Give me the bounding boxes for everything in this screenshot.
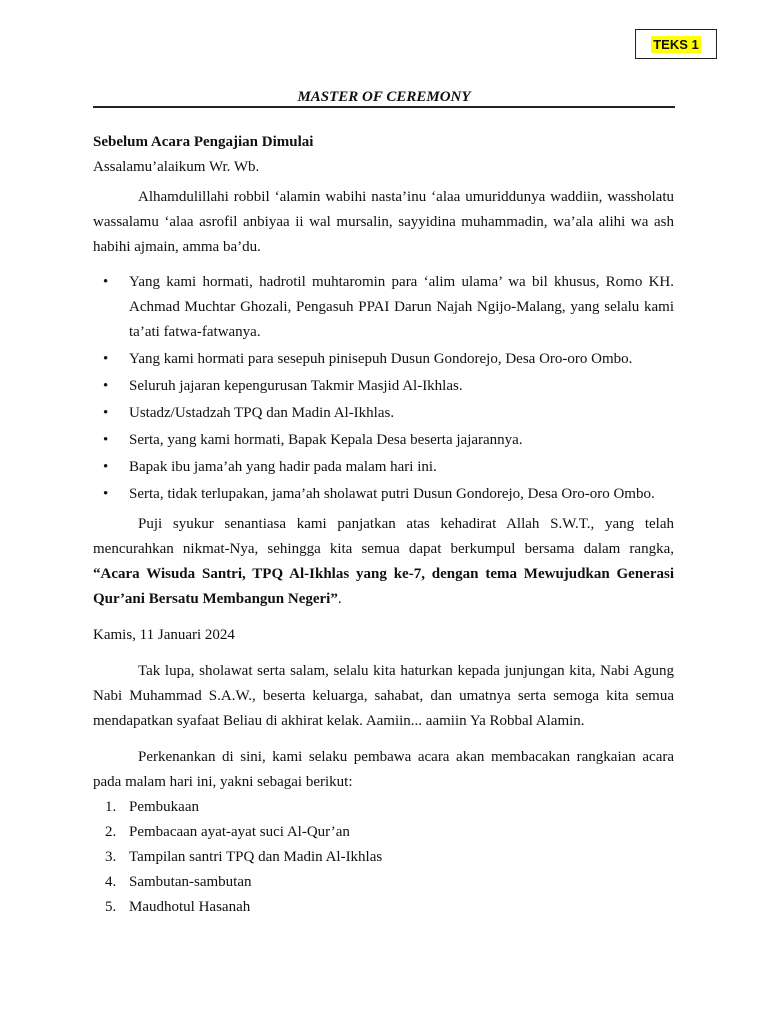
event-name: “Acara Wisuda Santri, TPQ Al-Ikhlas yang ke-7, dengan tema Mewujudkan Generasi Qur’ani Bersatu Membangun Negeri” — [93, 566, 674, 607]
list-text: Pembukaan — [129, 799, 199, 815]
list-number: 1. — [105, 799, 117, 815]
sholawat-paragraph: Tak lupa, sholawat serta salam, selalu kita haturkan kepada junjungan kita, Nabi Agung Nabi Muhammad S.A.W., beserta keluarga, sahabat, dan umatnya serta semoga kita semua mendapatkan syafaat Beliau di akhirat kelak. Aamiin... aamiin Ya Robbal Alamin. — [93, 663, 674, 729]
list-item — [93, 795, 674, 820]
agenda-intro-paragraph: Perkenankan di sini, kami selaku pembawa acara akan membacakan rangkaian acara pada malam hari ini, yakni sebagai berikut: — [93, 749, 674, 790]
document-label-box — [635, 29, 717, 59]
list-number: 2. — [105, 824, 117, 840]
list-item — [93, 820, 674, 845]
list-item: • Serta, tidak terlupakan, jama’ah sholawat putri Dusun Gondorejo, Desa Oro-oro Ombo. — [93, 482, 674, 507]
document-body — [93, 130, 674, 920]
list-number: 5. — [105, 899, 117, 915]
list-item: • Yang kami hormati, hadrotil muhtaromin para ‘alim ulama’ wa bil khusus, Romo KH. Achmad Muchtar Ghozali, Pengasuh PPAI Darun Najah Ngijo-Malang, yang selalu kami ta’ati fatwa-fatwanya. — [93, 270, 674, 345]
page-title: MASTER OF CEREMONY — [297, 89, 471, 105]
list-item: • Ustadz/Ustadzah TPQ dan Madin Al-Ikhlas. — [93, 401, 674, 426]
list-text: Sambutan-sambutan — [129, 874, 252, 890]
list-text: Maudhotul Hasanah — [129, 899, 251, 915]
honorifics-list — [93, 270, 674, 507]
list-item: • Yang kami hormati para sesepuh pinisepuh Dusun Gondorejo, Desa Oro-oro Ombo. — [93, 347, 674, 372]
document-label: TEKS 1 — [653, 36, 699, 52]
gratitude-paragraph — [93, 512, 674, 612]
greeting: Assalamu’alaikum Wr. Wb. — [93, 159, 260, 175]
gratitude-text: Puji syukur senantiasa kami panjatkan atas kehadirat Allah S.W.T., yang telah mencurahkan nikmat-Nya, sehingga kita semua dapat berkumpul bersama dalam rangka, — [93, 516, 674, 557]
list-item: • Bapak ibu jama’ah yang hadir pada malam hari ini. — [93, 455, 674, 480]
list-text: Tampilan santri TPQ dan Madin Al-Ikhlas — [129, 849, 383, 865]
list-item — [93, 895, 674, 920]
opening-paragraph: Alhamdulillahi robbil ‘alamin wabihi nasta’inu ‘alaa umuriddunya waddiin, wassholatu wassalamu ‘alaa asrofil anbiyaa ii wal mursalin, sayyidina muhammadin, wa’ala alihi wa ash habihi ajmain, amma ba’du. — [93, 189, 674, 255]
section-heading: Sebelum Acara Pengajian Dimulai — [93, 134, 314, 150]
gratitude-end: . — [337, 591, 342, 607]
list-item — [93, 845, 674, 870]
list-number: 3. — [105, 849, 117, 865]
list-item: • Seluruh jajaran kepengurusan Takmir Masjid Al-Ikhlas. — [93, 374, 674, 399]
title-underline — [93, 106, 675, 108]
list-item: • Serta, yang kami hormati, Bapak Kepala Desa beserta jajarannya. — [93, 428, 674, 453]
event-date: Kamis, 11 Januari 2024 — [93, 627, 235, 643]
agenda-list — [93, 795, 674, 920]
list-item — [93, 870, 674, 895]
list-text: Pembacaan ayat-ayat suci Al-Qur’an — [129, 824, 350, 840]
list-number: 4. — [105, 874, 117, 890]
